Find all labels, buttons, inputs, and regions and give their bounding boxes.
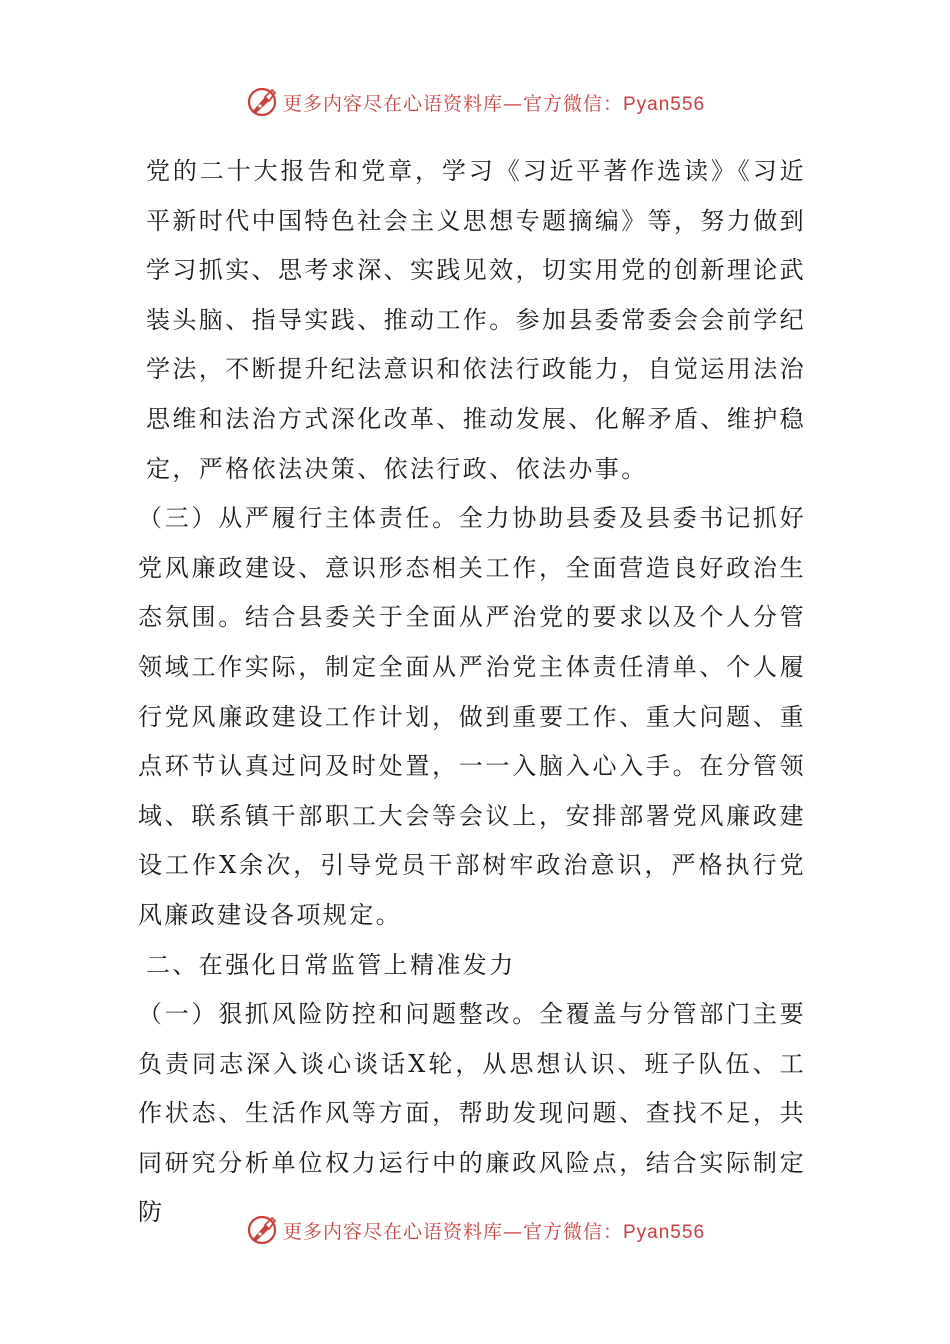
section-heading-2: 二、在强化日常监管上精准发力 [146, 950, 516, 979]
document-body [138, 147, 806, 1238]
pen-nib-logo-icon [245, 1213, 279, 1247]
paragraph-section-1-risk-control: （一）狠抓风险防控和问题整改。全覆盖与分管部门主要负责同志深入谈心谈话X轮，从思想认识、班子队伍、工作状态、生活作风等方面，帮助发现问题、查找不足，共同研究分析单位权力运行中的廉政风险点，结合实际制定防 [138, 1000, 806, 1227]
paragraph-section-3-responsibility: （三）从严履行主体责任。全力协助县委及县委书记抓好党风廉政建设、意识形态相关工作，全面营造良好政治生态氛围。结合县委关于全面从严治党的要求以及个人分管领域工作实际，制定全面从严治党主体责任清单、个人履行党风廉政建设工作计划，做到重要工作、重大问题、重点环节认真过问及时处置，一一入脑入心入手。在分管领域、联系镇干部职工大会等会议上，安排部署党风廉政建设工作X余次，引导党员干部树牢政治意识，严格执行党风廉政建设各项规定。 [138, 504, 806, 929]
header-watermark-banner [0, 80, 950, 124]
pen-nib-logo-icon [245, 85, 279, 119]
footer-watermark-text: 更多内容尽在心语资料库—官方微信：Pyan556 [282, 1220, 706, 1243]
wechat-id: Pyan556 [623, 93, 706, 115]
paragraph-study-continued: 党的二十大报告和党章，学习《习近平著作选读》《习近平新时代中国特色社会主义思想专题摘编》等，努力做到学习抓实、思考求深、实践见效，切实用党的创新理论武装头脑、指导实践、推动工作。参加县委常委会会前学纪学法，不断提升纪法意识和依法行政能力，自觉运用法治思维和法治方式深化改革、推动发展、化解矛盾、维护稳定，严格依法决策、依法行政、依法办事。 [146, 157, 806, 483]
wechat-id: Pyan556 [623, 1221, 706, 1243]
footer-watermark-banner [0, 1208, 950, 1252]
header-watermark-text: 更多内容尽在心语资料库—官方微信：Pyan556 [282, 92, 706, 115]
